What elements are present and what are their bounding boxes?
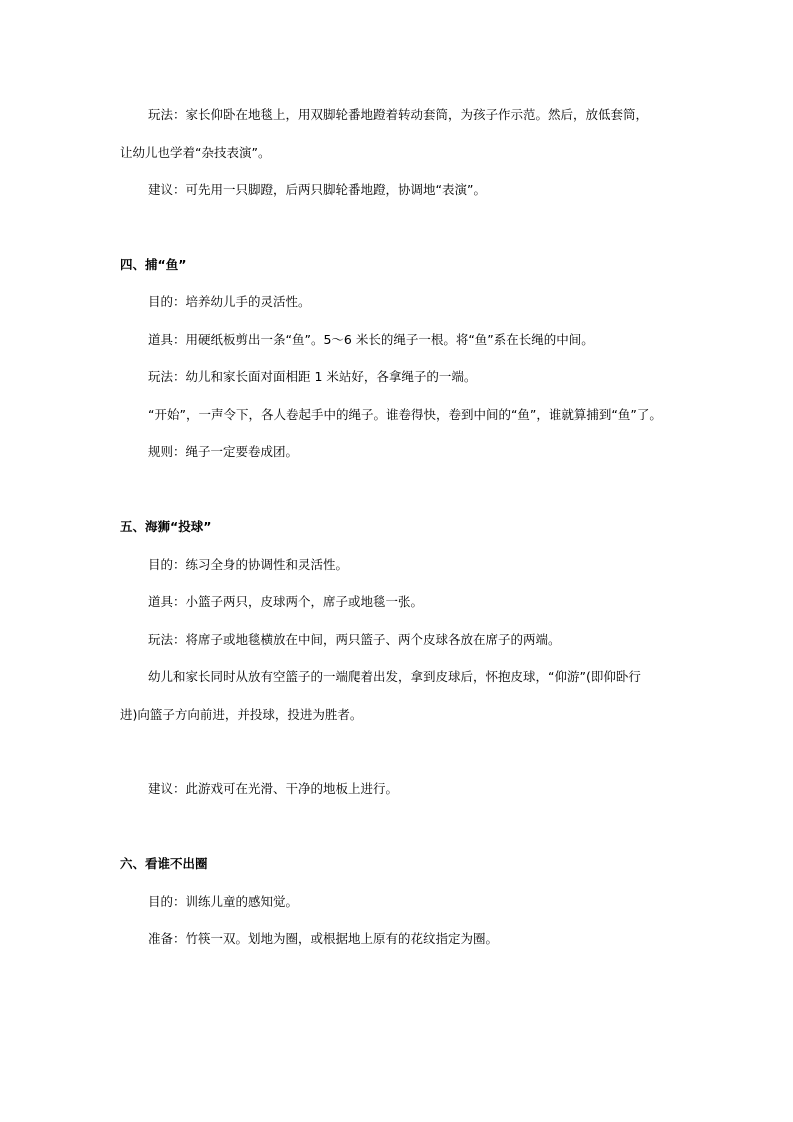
section5-play: 玩法：将席子或地毯横放在中间，两只篮子、两个皮球各放在席子的两端。 [148, 632, 561, 647]
section5-desc-line2: 进)向篮子方向前进，并投球，投进为胜者。 [120, 707, 363, 722]
section4-goal: 目的：培养幼儿手的灵活性。 [148, 294, 311, 309]
section4-heading: 四、捕“鱼” [120, 257, 187, 272]
section6-prep: 准备：竹筷一双。划地为圈，或根据地上原有的花纹指定为圈。 [148, 931, 499, 946]
section5-heading: 五、海狮“投球” [120, 519, 212, 534]
section5-desc-line1: 幼儿和家长同时从放有空篮子的一端爬着出发，拿到皮球后，怀抱皮球，“仰游”(即仰卧行 [148, 669, 641, 684]
section4-rule: 规则：绳子一定要卷成团。 [148, 444, 299, 459]
section4-props: 道具：用硬纸板剪出一条“鱼”。5～6 米长的绳子一根。将“鱼”系在长绳的中间。 [148, 332, 594, 347]
section5-suggestion: 建议：此游戏可在光滑、干净的地板上进行。 [148, 781, 399, 796]
section6-goal: 目的：训练儿童的感知觉。 [148, 894, 299, 909]
section6-heading: 六、看谁不出圈 [120, 856, 208, 871]
section5-goal: 目的：练习全身的协调性和灵活性。 [148, 557, 349, 572]
section4-play: 玩法：幼儿和家长面对面相距 1 米站好，各拿绳子的一端。 [148, 369, 477, 384]
section3-play-line2: 让幼儿也学着“杂技表演”。 [120, 145, 271, 160]
section5-props: 道具：小篮子两只，皮球两个，席子或地毯一张。 [148, 594, 424, 609]
section3-play-line1: 玩法：家长仰卧在地毯上，用双脚轮番地蹬着转动套筒，为孩子作示范。然后，放低套筒， [148, 107, 649, 122]
section4-start: “开始”，一声令下，各人卷起手中的绳子。谁卷得快，卷到中间的“鱼”，谁就算捕到“鱼”了。 [148, 407, 662, 422]
section3-suggestion: 建议：可先用一只脚蹬，后两只脚轮番地蹬，协调地“表演”。 [148, 182, 486, 197]
